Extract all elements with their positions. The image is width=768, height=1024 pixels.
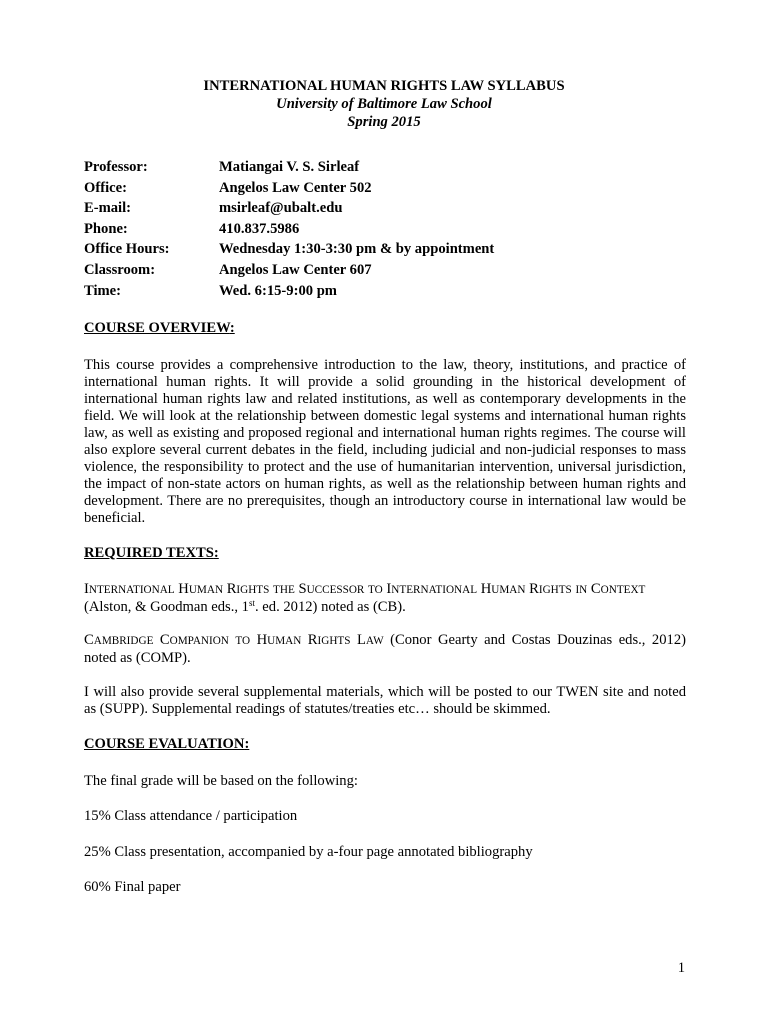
info-row-office-hours xyxy=(84,239,494,260)
info-label: Office: xyxy=(84,179,127,196)
info-value: Angelos Law Center 502 xyxy=(219,179,372,196)
evaluation-intro: The final grade will be based on the following: xyxy=(84,773,358,789)
heading-colon: : xyxy=(229,320,235,336)
book-detail: (Conor Gearty and Costas Douzinas eds., 2012) noted as (COMP). xyxy=(84,632,686,666)
required-text-1 xyxy=(84,581,686,616)
info-label: Time: xyxy=(84,282,122,299)
book-title: CAMBRIDGE COMPANION TO HUMAN RIGHTS LAW xyxy=(84,632,384,648)
info-label: Classroom: xyxy=(84,261,156,278)
info-value: Matiangai V. S. Sirleaf xyxy=(219,159,360,175)
ordinal-suffix: st xyxy=(248,598,255,608)
book-detail: (Alston, & Goodman eds., 1 xyxy=(84,599,249,615)
info-value: 410.837.5986 xyxy=(219,220,300,237)
info-label: E-mail: xyxy=(84,200,132,217)
page-number: 1 xyxy=(677,960,685,976)
course-overview-text: This course provides a comprehensive introduction to the law, theory, institutions, and practice of international human rights. It will provide a solid grounding in the historical development of international human rights law and related institutions, as well as contemporary developments in the field. We will look at the relationship between domestic legal systems and international human rights law, as well as existing and proposed regional and international human rights regimes. The course will also explore several current debates in the field, including judicial and non-judicial responses to mass violence, the responsibility to protect and the use of humanitarian intervention, universal jurisdiction, the impact of non-state actors on human rights, as well as the relationship between human rights and development. There are no prerequisites, though an introductory course in international law would be beneficial. xyxy=(84,357,686,526)
info-label: Office Hours: xyxy=(84,241,170,258)
heading-text: COURSE EVALUATION xyxy=(84,736,245,752)
term: Spring 2015 xyxy=(347,114,421,130)
course-evaluation-heading xyxy=(84,736,249,753)
info-row-phone xyxy=(84,219,494,240)
required-texts-heading xyxy=(84,545,219,562)
info-label: Phone: xyxy=(84,220,128,237)
evaluation-item: 15% Class attendance / participation xyxy=(84,808,298,824)
info-row-classroom xyxy=(84,260,494,281)
info-row-email xyxy=(84,198,494,219)
heading-colon: : xyxy=(244,736,250,752)
required-text-2 xyxy=(84,632,686,667)
book-title: INTERNATIONAL HUMAN RIGHTS THE SUCCESSOR TO INTERNATIONAL HUMAN RIGHTS IN CONTEXT xyxy=(84,581,646,597)
heading-text: COURSE OVERVIEW xyxy=(84,320,230,336)
school-name: University of Baltimore Law School xyxy=(276,96,492,112)
info-value: Wed. 6:15-9:00 pm xyxy=(219,282,337,299)
info-row-professor xyxy=(84,157,494,178)
info-value: msirleaf@ubalt.edu xyxy=(219,200,343,217)
book-detail-end: . ed. 2012) noted as (CB). xyxy=(255,599,406,615)
info-row-office xyxy=(84,178,494,199)
course-info-block xyxy=(84,157,494,301)
document-header xyxy=(0,77,768,131)
course-overview-heading xyxy=(84,320,235,337)
supplemental-materials-text: I will also provide several supplemental materials, which will be posted to our TWEN site and noted as (SUPP). Supplemental readings of statutes/treaties etc… should be skimmed. xyxy=(84,684,686,717)
evaluation-item: 25% Class presentation, accompanied by a-four page annotated bibliography xyxy=(84,844,533,860)
info-value: Wednesday 1:30-3:30 pm & by appointment xyxy=(219,241,495,258)
heading-text: REQUIRED TEXTS xyxy=(84,545,214,561)
evaluation-item: 60% Final paper xyxy=(84,879,181,895)
info-value: Angelos Law Center 607 xyxy=(219,261,372,278)
info-label: Professor: xyxy=(84,159,148,175)
info-row-time xyxy=(84,281,494,302)
heading-colon: : xyxy=(213,545,219,561)
document-title: INTERNATIONAL HUMAN RIGHTS LAW SYLLABUS xyxy=(203,78,565,94)
